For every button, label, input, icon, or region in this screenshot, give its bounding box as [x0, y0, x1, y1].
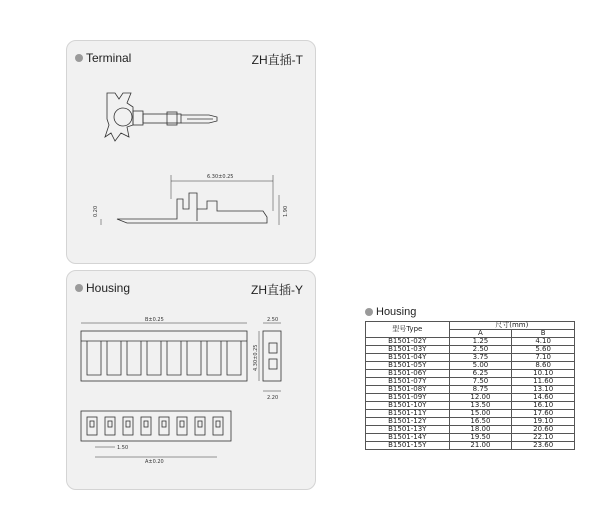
cell-b: 11.60 — [512, 378, 575, 386]
cell-b: 14.60 — [512, 394, 575, 402]
header-type: 型号Type — [366, 322, 450, 338]
table-row — [366, 442, 575, 450]
cell-b: 4.10 — [512, 338, 575, 346]
cell-a: 5.00 — [449, 362, 512, 370]
cell-type: B1501-11Y — [366, 410, 450, 418]
header-size: 尺寸(mm) — [449, 322, 574, 330]
terminal-length-dim: 6.30±0.25 — [207, 174, 234, 180]
housing-height-dim: 4.30±0.25 — [253, 344, 259, 371]
housing-slot — [167, 341, 181, 375]
cell-type: B1501-13Y — [366, 426, 450, 434]
housing-pin — [141, 417, 151, 435]
cell-b: 19.10 — [512, 418, 575, 426]
housing-slot — [227, 341, 241, 375]
cell-type: B1501-04Y — [366, 354, 450, 362]
housing-panel — [66, 270, 316, 490]
cell-b: 16.10 — [512, 402, 575, 410]
cell-a: 7.50 — [449, 378, 512, 386]
housing-width-b-dim: B±0.25 — [145, 317, 164, 323]
housing-code: ZH直插-Y — [251, 283, 303, 297]
terminal-title-text: Terminal — [86, 51, 132, 65]
cell-b: 20.60 — [512, 426, 575, 434]
housing-pin-hole — [90, 421, 94, 427]
housing-slot — [107, 341, 121, 375]
housing-depth-dim: 2.50 — [267, 317, 279, 323]
terminal-height-dim: 1.90 — [283, 205, 289, 217]
housing-drawing — [67, 271, 315, 489]
cell-a: 19.50 — [449, 434, 512, 442]
terminal-drawing — [67, 41, 315, 263]
cell-a: 1.25 — [449, 338, 512, 346]
housing-pin-hole — [144, 421, 148, 427]
cell-a: 21.00 — [449, 442, 512, 450]
housing-table-title-text: Housing — [376, 306, 417, 318]
cell-type: B1501-03Y — [366, 346, 450, 354]
housing-pin — [87, 417, 97, 435]
terminal-code: ZH直插-T — [251, 53, 303, 67]
housing-slot — [207, 341, 221, 375]
housing-pin-hole — [180, 421, 184, 427]
housing-width-a-dim: A±0.20 — [145, 459, 164, 465]
cell-a: 3.75 — [449, 354, 512, 362]
housing-pin-hole — [108, 421, 112, 427]
housing-pin-hole — [198, 421, 202, 427]
cell-a: 8.75 — [449, 386, 512, 394]
header-b: B — [512, 330, 575, 338]
header-a: A — [449, 330, 512, 338]
cell-type: B1501-08Y — [366, 386, 450, 394]
cell-type: B1501-02Y — [366, 338, 450, 346]
cell-b: 13.10 — [512, 386, 575, 394]
terminal-thickness-dim: 0.20 — [93, 205, 99, 217]
cell-type: B1501-10Y — [366, 402, 450, 410]
cell-b: 17.60 — [512, 410, 575, 418]
cell-a: 15.00 — [449, 410, 512, 418]
housing-title-text: Housing — [86, 281, 131, 295]
cell-b: 22.10 — [512, 434, 575, 442]
cell-b: 5.60 — [512, 346, 575, 354]
bullet-icon — [365, 308, 373, 316]
cell-type: B1501-12Y — [366, 418, 450, 426]
housing-slot — [127, 341, 141, 375]
housing-pin — [123, 417, 133, 435]
housing-pin — [177, 417, 187, 435]
cell-type: B1501-14Y — [366, 434, 450, 442]
housing-pin-hole — [216, 421, 220, 427]
cell-a: 18.00 — [449, 426, 512, 434]
cell-type: B1501-06Y — [366, 370, 450, 378]
cell-b: 7.10 — [512, 354, 575, 362]
cell-type: B1501-15Y — [366, 442, 450, 450]
housing-table — [365, 321, 575, 450]
housing-pin-hole — [126, 421, 130, 427]
cell-type: B1501-07Y — [366, 378, 450, 386]
cell-a: 6.25 — [449, 370, 512, 378]
housing-pin — [213, 417, 223, 435]
cell-a: 13.50 — [449, 402, 512, 410]
cell-b: 8.60 — [512, 362, 575, 370]
housing-pitch-dim: 1.50 — [117, 445, 129, 451]
housing-pin — [159, 417, 169, 435]
housing-slot — [147, 341, 161, 375]
housing-pin — [195, 417, 205, 435]
housing-slot — [87, 341, 101, 375]
housing-pin-hole — [162, 421, 166, 427]
cell-b: 23.60 — [512, 442, 575, 450]
housing-side-dim: 2.20 — [267, 395, 279, 401]
housing-table-title — [365, 306, 575, 318]
housing-pin — [105, 417, 115, 435]
housing-table-block — [365, 306, 575, 450]
cell-b: 10.10 — [512, 370, 575, 378]
cell-type: B1501-09Y — [366, 394, 450, 402]
cell-a: 12.00 — [449, 394, 512, 402]
cell-a: 16.50 — [449, 418, 512, 426]
cell-a: 2.50 — [449, 346, 512, 354]
housing-slot — [187, 341, 201, 375]
terminal-panel — [66, 40, 316, 264]
cell-type: B1501-05Y — [366, 362, 450, 370]
